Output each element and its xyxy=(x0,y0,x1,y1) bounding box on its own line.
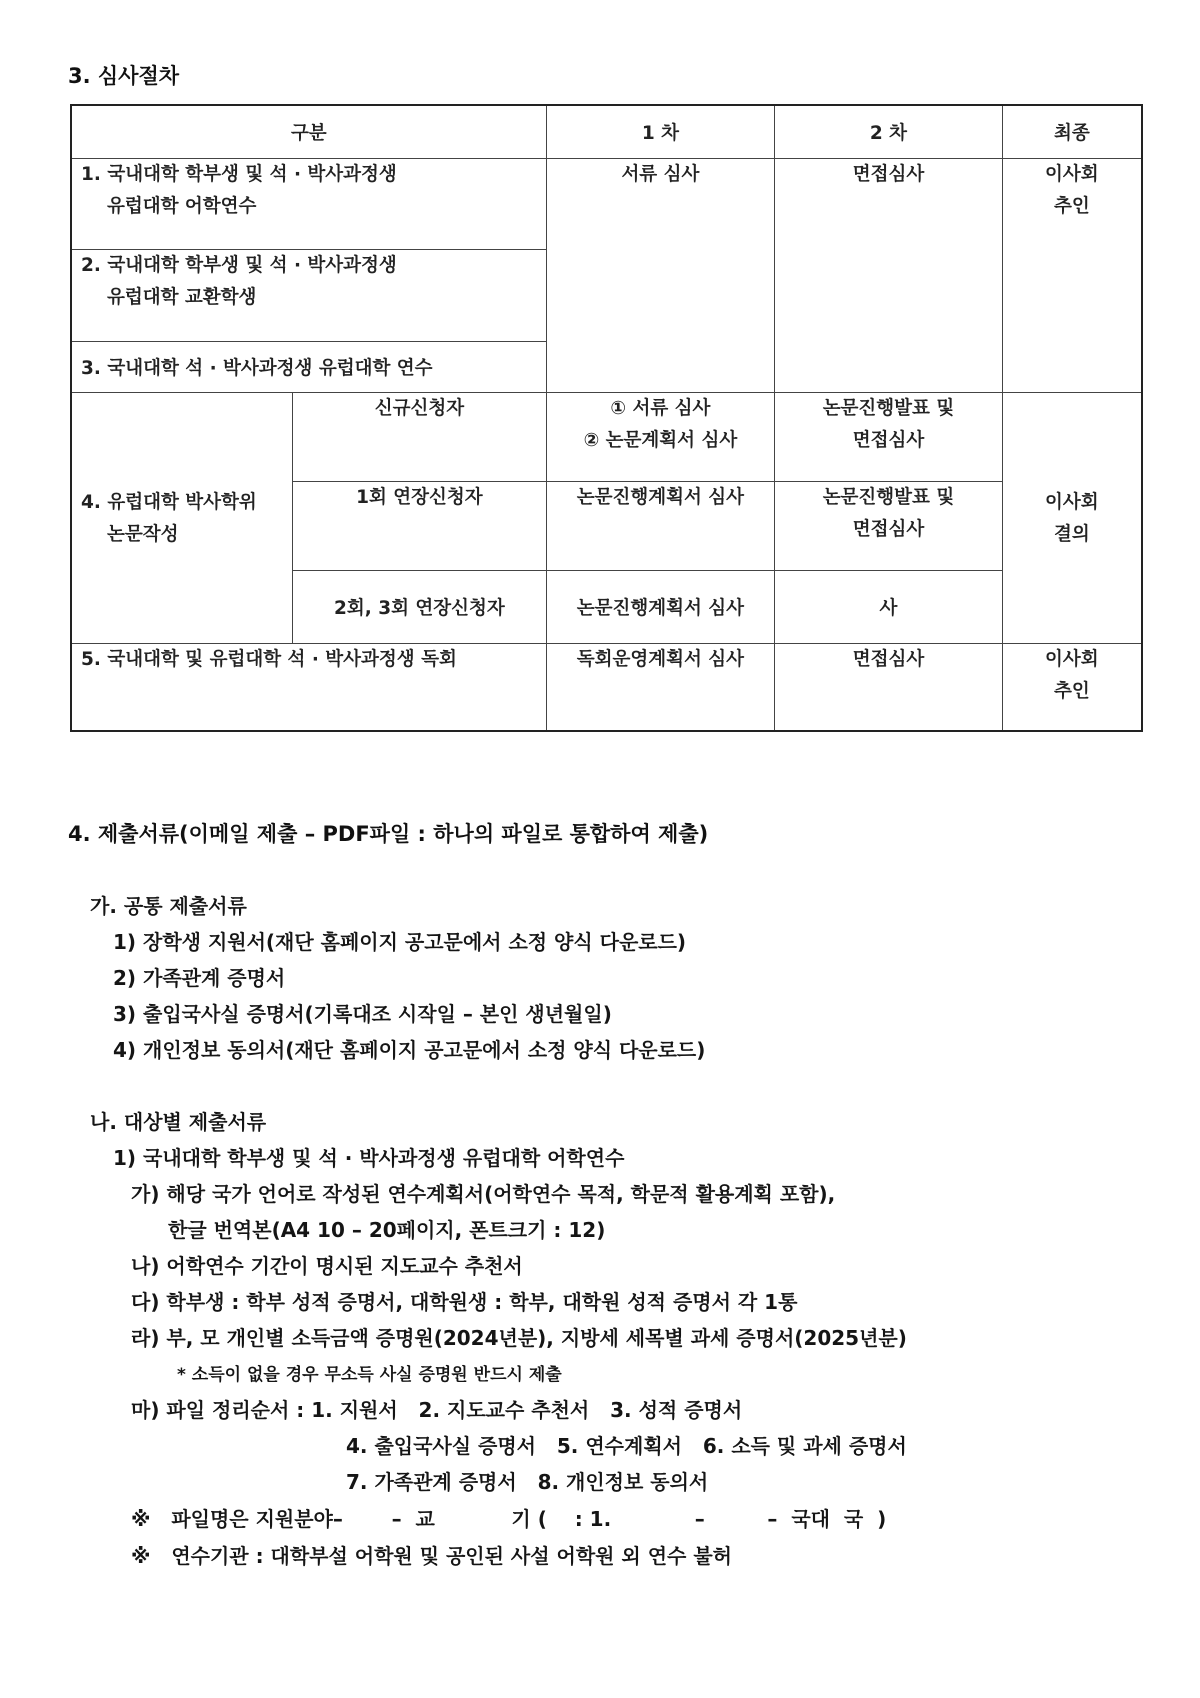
institution-note: ※ 연수기관 : 대학부설 어학원 및 공인된 사설 어학원 외 연수 불허 xyxy=(131,1544,732,1568)
category-text: 논문작성 xyxy=(107,524,179,545)
final-review-text: 추인 xyxy=(1053,196,1090,217)
subcategory-text: 신규신청자 xyxy=(374,398,465,419)
second-review-text: 논문진행발표 및 xyxy=(822,487,955,508)
first-review-text: 논문진행계획서 심사 xyxy=(576,598,745,619)
final-review-text: 이사회 xyxy=(1045,492,1099,513)
header-category: 구분 xyxy=(71,105,546,159)
final-review-text: 결의 xyxy=(1053,524,1090,545)
final-review-text: 이사회 xyxy=(1045,649,1099,670)
category-text: 3. 국내대학 석 · 박사과정생 유럽대학 연수 xyxy=(81,358,433,379)
final-review-text: 추인 xyxy=(1053,681,1090,702)
second-review-text: 논문진행발표 및 xyxy=(822,398,955,419)
income-note: * 소득이 없을 경우 무소득 사실 증명원 반드시 제출 xyxy=(177,1365,562,1385)
header-final: 최종 xyxy=(1002,105,1142,159)
target-documents-heading: 나. 대상별 제출서류 xyxy=(90,1110,267,1134)
section-4-title: 4. 제출서류(이메일 제출 – PDF파일 : 하나의 파일로 통합하여 제출) xyxy=(68,822,709,846)
list-item: 3) 출입국사실 증명서(기록대조 시작일 – 본인 생년월일) xyxy=(113,1002,612,1026)
list-item: 1) 장학생 지원서(재단 홈페이지 공고문에서 소정 양식 다운로드) xyxy=(113,930,687,954)
first-review-text: ② 논문계획서 심사 xyxy=(583,430,738,451)
header-first: 1 차 xyxy=(546,105,775,159)
second-review-text: 면접심사 xyxy=(852,519,925,540)
filename-note: ※ 파일명은 지원분야– – 교 기 ( : 1. – – 국대 국 ) xyxy=(131,1507,887,1531)
list-item: 한글 번역본(A4 10 – 20페이지, 폰트크기 : 12) xyxy=(168,1218,606,1242)
category-text: 5. 국내대학 및 유럽대학 석 · 박사과정생 독회 xyxy=(81,649,457,670)
common-documents-heading: 가. 공통 제출서류 xyxy=(90,894,247,918)
second-review-text: 면접심사 xyxy=(852,164,925,185)
category-text: 유럽대학 어학연수 xyxy=(107,196,257,217)
category-text: 유럽대학 교환학생 xyxy=(107,287,257,308)
second-review-text: 면접심사 xyxy=(852,430,925,451)
final-review-text: 이사회 xyxy=(1045,164,1099,185)
list-item: 2) 가족관계 증명서 xyxy=(113,966,286,990)
category-text: 1. 국내대학 학부생 및 석 · 박사과정생 xyxy=(81,164,397,185)
list-item: 1) 국내대학 학부생 및 석 · 박사과정생 유럽대학 어학연수 xyxy=(113,1146,625,1170)
subcategory-text: 2회, 3회 연장신청자 xyxy=(334,598,505,619)
subcategory-text: 1회 연장신청자 xyxy=(356,487,483,508)
section-3-title: 3. 심사절차 xyxy=(68,64,180,88)
list-item: 라) 부, 모 개인별 소득금액 증명원(2024년분), 지방세 세목별 과세 증명서(2025년분) xyxy=(131,1326,907,1350)
list-item: 4) 개인정보 동의서(재단 홈페이지 공고문에서 소정 양식 다운로드) xyxy=(113,1038,706,1062)
second-review-text: 사 xyxy=(879,598,898,619)
list-item: 다) 학부생 : 학부 성적 증명서, 대학원생 : 학부, 대학원 성적 증명서 각 1통 xyxy=(131,1290,798,1314)
second-review-text: 면접심사 xyxy=(852,649,925,670)
first-review-text: 서류 심사 xyxy=(621,164,700,185)
first-review-text: ① 서류 심사 xyxy=(610,398,711,419)
category-text: 4. 유럽대학 박사학위 xyxy=(81,492,257,513)
list-item: 마) 파일 정리순서 : 1. 지원서 2. 지도교수 추천서 3. 성적 증명서 xyxy=(131,1398,743,1422)
header-second: 2 차 xyxy=(775,105,1003,159)
list-item: 7. 가족관계 증명서 8. 개인정보 동의서 xyxy=(346,1470,709,1494)
category-text: 2. 국내대학 학부생 및 석 · 박사과정생 xyxy=(81,255,397,276)
list-item: 가) 해당 국가 언어로 작성된 연수계획서(어학연수 목적, 학문적 활용계획 포함), xyxy=(131,1182,836,1206)
first-review-text: 독회운영계획서 심사 xyxy=(576,649,745,670)
list-item: 나) 어학연수 기간이 명시된 지도교수 추천서 xyxy=(131,1254,523,1278)
list-item: 4. 출입국사실 증명서 5. 연수계획서 6. 소득 및 과세 증명서 xyxy=(346,1434,907,1458)
first-review-text: 논문진행계획서 심사 xyxy=(576,487,745,508)
